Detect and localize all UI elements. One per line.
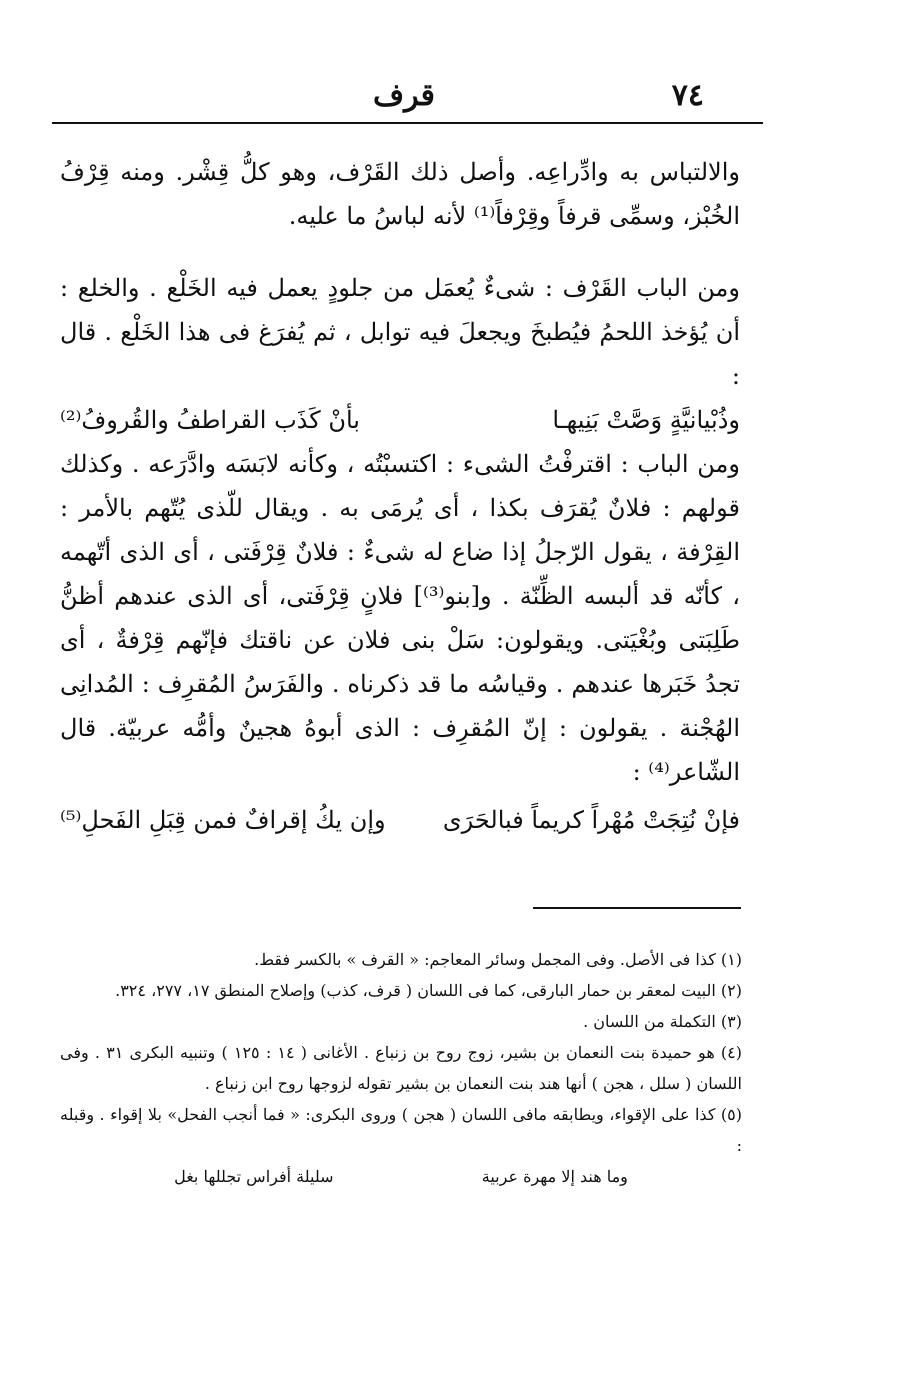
verse-2-second-hemistich: وإن يكُ إقرافٌ فمن قِبَلِ الفَحلِ⁽⁵⁾ bbox=[60, 806, 386, 834]
footnotes bbox=[60, 944, 742, 1192]
running-title: قرف bbox=[373, 78, 435, 113]
footnote-5: (٥) كذا على الإقواء، ويطابقه مافى اللسان ( هجن ) وروى البكرى: « فما أنجب الفحل» بلا إقواء . وقبله : bbox=[60, 1105, 742, 1155]
footnote-divider bbox=[533, 907, 741, 909]
footnote-verse-second-hemistich: سليلة أفراس تجللها بغل bbox=[174, 1167, 334, 1186]
verse-2-first-hemistich: فإنْ نُتِجَتْ مُهْراً كريماً فبالحَرَى bbox=[442, 806, 740, 834]
verse-1-first-hemistich: وذُبْيانيَّةٍ وَصَّتْ بَنِيهـا bbox=[552, 406, 740, 434]
footnote-verse bbox=[60, 1161, 742, 1192]
verse-1-second-hemistich: بأنْ كَذَب القراطفُ والقُروفُ⁽²⁾ bbox=[60, 406, 360, 434]
footnote-1: (١) كذا فى الأصل. وفى المجمل وسائر المعاجم: « القرف » بالكسر فقط. bbox=[254, 950, 742, 969]
footnote-3: (٣) التكملة من اللسان . bbox=[583, 1012, 742, 1031]
verse-1 bbox=[60, 398, 740, 442]
paragraph-2: ومن الباب القَرْف : شىءٌ يُعمَل من جلودٍ يعمل فيه الخَلْع . والخلع : أن يُؤخذ اللحمُ فيُطبخَ ويجعلَ فيه توابل ، ثم يُفرَغ فى هذا الخَلْع . قال : bbox=[60, 274, 740, 390]
header-divider bbox=[52, 122, 763, 124]
footnote-2: (٢) البيت لمعقر بن حمار البارقى، كما فى اللسان ( قرف، كذب) وإصلاح المنطق ١٧، ٢٧٧، ٣٢٤. bbox=[115, 981, 742, 1000]
paragraph-1: والالتباس به وادِّراعِه. وأصل ذلك القَرْف، وهو كلُّ قِشْر. ومنه قِرْفُ الخُبْز، وسمِّى قرفاً وقِرْفاً⁽¹⁾ لأنه لباسُ ما عليه. bbox=[60, 158, 740, 230]
page-number: ٧٤ bbox=[671, 78, 704, 113]
footnote-verse-first-hemistich: وما هند إلا مهرة عربية bbox=[481, 1167, 628, 1186]
footnote-4: (٤) هو حميدة بنت النعمان بن بشير، زوج روح بن زنباع . الأغانى ( ١٤ : ١٢٥ ) وتنبيه البكرى ٣١ . وفى اللسان ( سلل ، هجن ) أنها هند بنت النعمان بن بشير تقوله لزوجها روح ابن زنباع . bbox=[60, 1043, 743, 1093]
paragraph-3: ومن الباب : اقترفْتُ الشىء : اكتسبْتُه ، وكأنه لابَسَه وادَّرَعه . وكذلك قولهم : فلانٌ يُقرَف بكذا ، أى يُرمَى به . ويقال للّذى يُتّهم بالأمر : القِرْفة ، يقول الرّجلُ إذا ضاع له شىءٌ : فلانٌ قِرْفَتى ، أى الذى أتّهمه ، كأنّه قد ألبسه الظِّنّة . و[بنو⁽³⁾] فلانٍ قِرْفَتى، أى الذى عندهم أظنُّ طَلِبَتى وبُغْيَتى. ويقولون: سَلْ بنى فلان عن ناقتك فإنّهم قِرْفةٌ ، أى تجدُ خَبَرها عندهم . وقياسُه ما قد ذكرناه . والفَرَسُ المُقرِف : المُدانِى الهُجْنة . يقولون : إنّ المُقرِف : الذى أبوهُ هجينٌ وأمُّه عربيّة. قال الشّاعر⁽⁴⁾ : bbox=[60, 450, 740, 786]
page-header bbox=[64, 78, 744, 118]
verse-2 bbox=[60, 798, 740, 842]
main-text bbox=[60, 150, 740, 842]
